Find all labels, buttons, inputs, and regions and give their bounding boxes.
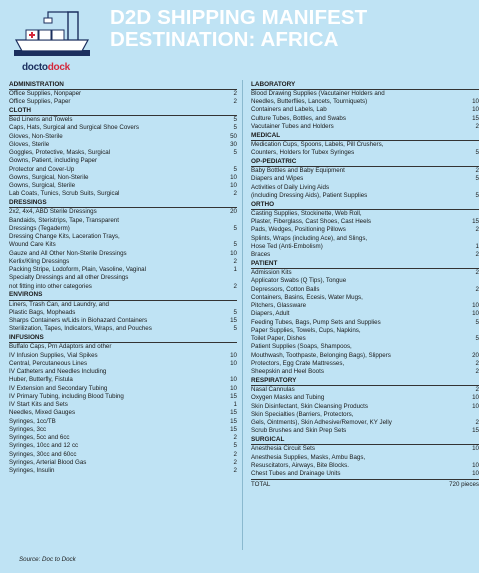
item-quantity: 2 (475, 368, 479, 375)
item-label: Gloves, Sterile (9, 140, 50, 148)
manifest-row (251, 184, 479, 192)
item-quantity: 2 (475, 285, 479, 293)
manifest-row (251, 218, 479, 226)
item-quantity: 10 (472, 98, 479, 105)
section-heading: ENVIRONS (9, 291, 237, 301)
item-label: Oxygen Masks and Tubing (251, 394, 325, 402)
title-line-1: D2D SHIPPING MANIFEST (110, 6, 368, 29)
item-quantity: 5 (233, 116, 237, 123)
item-label: Pads, Wedges, Positioning Pillows (251, 226, 346, 234)
item-label: IV Start Kits and Sets (9, 401, 68, 408)
section-heading: DRESSINGS (9, 199, 237, 209)
item-quantity: 2 (233, 98, 237, 105)
item-label: Anesthesia Circuit Sets (251, 445, 315, 453)
item-label: (including Dressing Aids), Patient Supplies (251, 191, 368, 199)
item-quantity: 5 (233, 308, 237, 316)
item-quantity: 50 (230, 132, 237, 140)
manifest-row (251, 386, 479, 394)
manifest-row (9, 217, 237, 225)
item-label: Plastic Bags, Mopheads (9, 308, 76, 316)
logo-wordmark (22, 62, 70, 73)
item-quantity: 15 (230, 317, 237, 324)
item-label: Protector and Cover-Up (9, 165, 75, 173)
item-label: IV Catheters and Needles Including (9, 368, 107, 375)
item-label: Syringes, 30cc and 60cc (9, 450, 77, 458)
section-heading: ADMINISTRATION (9, 80, 237, 90)
item-label: Specialty Dressings and all other Dressings (9, 274, 129, 282)
item-label: Office Supplies, Nonpaper (9, 89, 82, 97)
manifest-row (251, 167, 479, 175)
item-label: Skin Specialties (Barriers, Protectors, (251, 410, 354, 418)
manifest-row (251, 419, 479, 427)
manifest-row (9, 376, 237, 384)
manifest-row (251, 462, 479, 470)
manifest-row (251, 327, 479, 335)
logo-text-dock: dock (47, 62, 70, 73)
manifest-row (9, 258, 237, 266)
item-label: Resuscitators, Airways, Bite Blocks. (251, 461, 349, 469)
manifest-row (251, 454, 479, 462)
manifest-row (9, 225, 237, 233)
manifest-row (251, 149, 479, 157)
item-label: Office Supplies, Paper (9, 98, 71, 105)
item-label: Buffalo Caps, Prn Adaptors and other (9, 343, 112, 351)
item-quantity: 10 (230, 359, 237, 367)
item-label: Containers and Labels, Lab (251, 106, 327, 114)
manifest-row (251, 302, 479, 310)
item-quantity: 5 (233, 124, 237, 132)
ship-icon (6, 4, 96, 64)
manifest-row (9, 401, 237, 409)
manifest-row (251, 210, 479, 218)
manifest-row (251, 310, 479, 318)
manifest-row (251, 175, 479, 183)
manifest-row (9, 124, 237, 132)
item-quantity: 2 (233, 467, 237, 474)
item-quantity: 20 (472, 351, 479, 359)
manifest-row (251, 115, 479, 123)
page-title (110, 7, 470, 51)
item-label: Medication Cups, Spoons, Labels, Pill Crushers, (251, 140, 384, 148)
section-heading: INFUSIONS (9, 334, 237, 344)
item-label: Gowns, Patient, including Paper (9, 157, 98, 165)
item-quantity: 5 (233, 149, 237, 156)
manifest-row (251, 123, 479, 131)
manifest-row (9, 426, 237, 434)
item-label: Syringes, 3cc (9, 425, 47, 433)
total-label: TOTAL (251, 481, 271, 489)
item-label: Pitchers, Glassware (251, 302, 307, 309)
item-quantity: 2 (475, 269, 479, 276)
item-label: IV Primary Tubing, including Blood Tubing (9, 392, 124, 400)
item-quantity: 10 (230, 182, 237, 189)
source-note: Source: Doc to Dock (19, 556, 76, 563)
item-quantity: 2 (475, 251, 479, 258)
manifest-row (251, 319, 479, 327)
item-label: Dressings (Tegaderm) (9, 224, 70, 232)
item-quantity: 10 (472, 302, 479, 309)
manifest-row (251, 90, 479, 98)
item-quantity: 1 (233, 266, 237, 273)
item-quantity: 5 (475, 335, 479, 342)
item-quantity: 5 (233, 325, 237, 333)
item-quantity: 2 (233, 282, 237, 290)
manifest-row (9, 182, 237, 190)
manifest-row (9, 368, 237, 376)
item-quantity: 15 (472, 114, 479, 122)
item-label: Plaster, Fiberglass, Cast Shoes, Cast Heels (251, 218, 372, 225)
manifest-row (251, 294, 479, 302)
item-quantity: 5 (475, 149, 479, 156)
manifest-row (251, 106, 479, 114)
item-label: Counters, Holders for Tubex Syringes (251, 149, 355, 156)
item-quantity: 10 (230, 384, 237, 392)
item-label: Dressing Change Kits, Laceration Trays, (9, 233, 120, 240)
manifest-row (9, 233, 237, 241)
item-quantity: 2 (233, 450, 237, 458)
item-quantity: 30 (230, 140, 237, 148)
item-quantity: 5 (475, 175, 479, 183)
item-label: Chest Tubes and Drainage Units (251, 470, 341, 477)
item-quantity: 10 (472, 445, 479, 453)
item-label: Gels, Ointments), Skin Adhesive/Remover, KY Jelly (251, 419, 392, 426)
item-quantity: 15 (230, 425, 237, 433)
item-label: Blood Drawing Supplies (Vacutainer Holders and (251, 89, 385, 97)
column-divider (242, 80, 243, 550)
item-label: Vacutainer Tubes and Holders (251, 122, 334, 130)
item-quantity: 20 (230, 208, 237, 216)
manifest-row (251, 235, 479, 243)
manifest-row (251, 192, 479, 200)
item-quantity: 5 (233, 241, 237, 249)
item-label: Depressors, Cotton Balls (251, 285, 320, 293)
title-line-2: DESTINATION: AFRICA (110, 28, 339, 51)
manifest-row (9, 208, 237, 216)
item-label: Gloves, Non-Sterile (9, 132, 63, 140)
item-label: Huber, Butterfly, Fistula (9, 376, 73, 384)
item-quantity: 1 (233, 401, 237, 408)
item-quantity: 15 (230, 417, 237, 425)
manifest-row (9, 459, 237, 467)
item-label: Packing Stripe, Lodoform, Plain, Vasoline, Vaginal (9, 266, 147, 273)
manifest-row (9, 116, 237, 124)
item-label: Scrub Brushes and Skin Prep Sets (251, 427, 347, 435)
item-label: Hose Ted (Anti-Embolism) (251, 242, 323, 250)
item-quantity: 10 (472, 394, 479, 402)
manifest-row (9, 250, 237, 258)
item-label: 2x2, 4x4, ABD Sterile Dressings (9, 208, 97, 216)
item-label: not fitting into other categories (9, 282, 92, 290)
item-quantity: 2 (233, 257, 237, 265)
logo-text-doc: docto (22, 62, 48, 73)
manifest-row (9, 317, 237, 325)
item-label: Needles, Butterflies, Lancets, Tourniquets) (251, 98, 368, 105)
section-heading: SURGICAL (251, 436, 479, 446)
manifest-row (251, 226, 479, 234)
item-label: Lab Coats, Tunics, Scrub Suits, Surgical (9, 190, 120, 198)
item-label: Syringes, 10cc and 12 cc (9, 442, 79, 450)
manifest-row (9, 434, 237, 442)
left-column (9, 80, 237, 475)
section-heading: RESPIRATORY (251, 376, 479, 386)
manifest-row (9, 98, 237, 106)
item-label: Bandaids, Steristrips, Tape, Transparent (9, 216, 119, 224)
item-quantity: 1 (475, 242, 479, 250)
manifest-row (9, 343, 237, 351)
item-quantity: 2 (475, 386, 479, 393)
manifest-row (9, 352, 237, 360)
manifest-row (251, 335, 479, 343)
manifest-row (9, 301, 237, 309)
manifest-row (9, 442, 237, 450)
item-quantity: 2 (233, 89, 237, 97)
item-label: Syringes, Arterial Blood Gas (9, 458, 87, 466)
item-label: Goggles, Protective, Masks, Surgical (9, 149, 111, 156)
manifest-row (9, 467, 237, 475)
item-quantity: 2 (475, 167, 479, 174)
item-quantity: 10 (472, 461, 479, 469)
section-heading: ORTHO (251, 200, 479, 210)
item-label: IV Infusion Supplies, Vial Spikes (9, 351, 98, 359)
section-heading: CLOTH (9, 106, 237, 116)
section-heading: OP-PEDIATRIC (251, 157, 479, 167)
item-quantity: 2 (233, 190, 237, 198)
item-label: Liners, Trash Can, and Laundry, and (9, 300, 109, 308)
manifest-row (251, 368, 479, 376)
item-quantity: 15 (472, 218, 479, 225)
manifest-row (9, 133, 237, 141)
item-quantity: 5 (233, 442, 237, 450)
item-quantity: 10 (230, 249, 237, 257)
manifest-row (251, 98, 479, 106)
item-label: Paper Supplies, Towels, Cups, Napkins, (251, 326, 361, 334)
manifest-row (251, 251, 479, 259)
manifest-row (9, 149, 237, 157)
item-quantity: 2 (233, 434, 237, 441)
manifest-row (9, 325, 237, 333)
total-row (251, 479, 479, 489)
manifest-row (9, 309, 237, 317)
item-label: Skin Disinfectant, Skin Cleansing Products (251, 402, 368, 410)
manifest-row (251, 343, 479, 351)
section-heading: LABORATORY (251, 80, 479, 90)
manifest-row (9, 266, 237, 274)
item-quantity: 10 (230, 173, 237, 181)
manifest-row (9, 418, 237, 426)
item-quantity: 5 (233, 224, 237, 232)
item-label: IV Extension and Secondary Tubing (9, 384, 108, 392)
item-quantity: 10 (230, 376, 237, 384)
manifest-row (9, 190, 237, 198)
item-quantity: 15 (230, 409, 237, 417)
manifest-row (251, 277, 479, 285)
section-heading: MEDICAL (251, 131, 479, 141)
manifest-row (9, 141, 237, 149)
manifest-row (9, 360, 237, 368)
item-label: Syringes, 5cc and 6cc (9, 434, 70, 441)
item-quantity: 2 (475, 359, 479, 367)
item-label: Casting Supplies, Stockinette, Web Roll, (251, 209, 362, 217)
section-heading: PATIENT (251, 259, 479, 269)
manifest-row (251, 411, 479, 419)
right-column (251, 80, 479, 490)
item-label: Diapers, Adult (251, 310, 290, 318)
manifest-row (251, 243, 479, 251)
item-label: Toilet Paper, Dishes (251, 335, 306, 342)
item-label: Admission Kits (251, 269, 292, 276)
item-label: Activities of Daily Living Aids (251, 183, 330, 191)
item-quantity: 2 (475, 419, 479, 426)
manifest-row (9, 393, 237, 401)
item-label: Protectors, Egg Crate Mattresses, (251, 359, 345, 367)
item-label: Gowns, Surgical, Sterile (9, 182, 76, 189)
item-quantity: 2 (475, 226, 479, 234)
manifest-row (251, 394, 479, 402)
item-quantity: 5 (475, 318, 479, 326)
item-quantity: 10 (472, 402, 479, 410)
item-label: Wound Care Kits (9, 241, 56, 249)
manifest-row (251, 141, 479, 149)
manifest-row (251, 352, 479, 360)
total-value: 720 pieces (449, 481, 479, 489)
item-label: Splints, Wraps (including Ace), and Slings, (251, 234, 368, 242)
item-label: Braces (251, 251, 271, 258)
item-quantity: 15 (230, 392, 237, 400)
item-label: Kerlix/Kling Dressings (9, 257, 70, 265)
item-label: Gowns, Surgical, Non-Sterile (9, 173, 89, 181)
doc-to-dock-logo (6, 4, 96, 80)
item-label: Nasal Cannulas (251, 386, 295, 393)
manifest-row (9, 274, 237, 282)
item-label: Mouthwash, Toothpaste, Belonging Bags), Slippers (251, 351, 391, 359)
item-label: Syringes, 1cc/TB (9, 417, 56, 425)
manifest-row (9, 241, 237, 249)
item-label: Patient Supplies (Soaps, Shampoos, (251, 343, 352, 351)
item-label: Anesthesia Supplies, Masks, Ambu Bags, (251, 453, 366, 461)
item-label: Gauze and All Other Non-Sterile Dressings (9, 249, 127, 257)
item-label: Diapers and Wipes (251, 175, 304, 183)
item-quantity: 10 (230, 351, 237, 359)
item-label: Syringes, Insulin (9, 467, 55, 474)
item-label: Culture Tubes, Bottles, and Swabs (251, 114, 346, 122)
manifest-row (251, 427, 479, 435)
item-label: Baby Bottles and Baby Equipment (251, 167, 345, 174)
item-quantity: 10 (472, 106, 479, 114)
item-label: Sharps Containers w/Lids in Biohazard Containers (9, 317, 148, 324)
manifest-row (9, 157, 237, 165)
item-label: Caps, Hats, Surgical and Surgical Shoe Covers (9, 124, 140, 132)
manifest-row (251, 445, 479, 453)
item-quantity: 5 (233, 165, 237, 173)
item-label: Applicator Swabs (Q Tips), Tongue (251, 277, 347, 285)
manifest-row (9, 90, 237, 98)
manifest-row (9, 409, 237, 417)
item-quantity: 5 (475, 191, 479, 199)
item-label: Needles, Mixed Gauges (9, 409, 76, 417)
item-quantity: 10 (472, 310, 479, 318)
manifest-row (9, 283, 237, 291)
manifest-row (251, 360, 479, 368)
manifest-row (9, 166, 237, 174)
item-quantity: 2 (233, 458, 237, 466)
manifest-row (251, 269, 479, 277)
item-label: Sheepskin and Heel Boots (251, 368, 324, 375)
manifest-row (9, 385, 237, 393)
manifest-row (9, 174, 237, 182)
item-label: Feeding Tubes, Bags, Pump Sets and Supplies (251, 318, 381, 326)
item-label: Containers, Basins, Ecesis, Water Mugs, (251, 293, 363, 301)
item-quantity: 10 (472, 470, 479, 477)
item-label: Central, Percutaneous Lines (9, 359, 88, 367)
item-quantity: 15 (472, 427, 479, 435)
item-label: Sterilization, Tapes, Indicators, Wraps, and Pouches (9, 325, 152, 333)
manifest-row (251, 403, 479, 411)
manifest-row (9, 451, 237, 459)
manifest-row (251, 286, 479, 294)
item-quantity: 2 (475, 122, 479, 130)
item-label: Bed Linens and Towels (9, 116, 73, 123)
manifest-row (251, 470, 479, 478)
